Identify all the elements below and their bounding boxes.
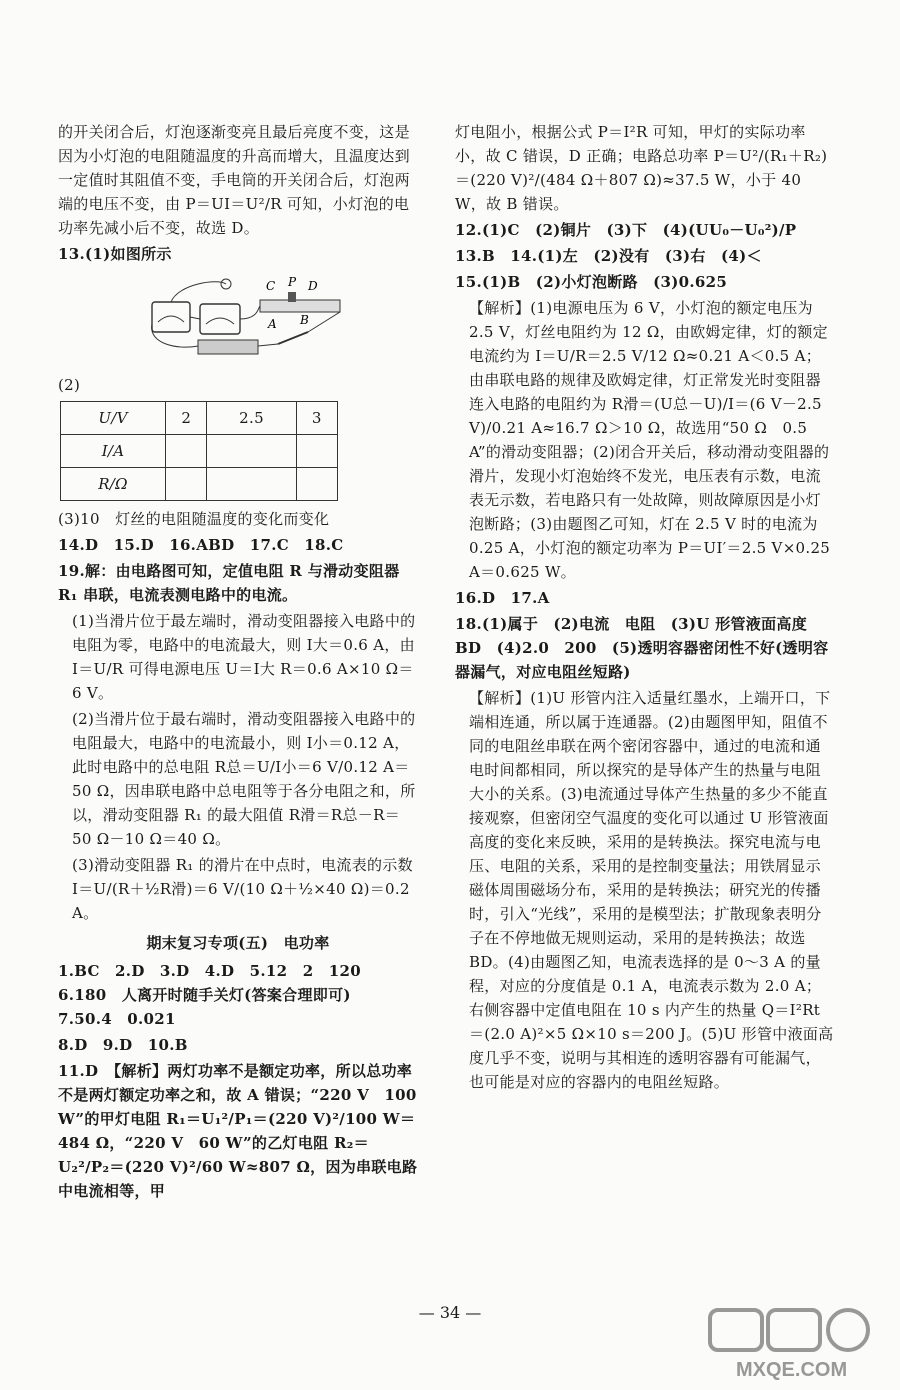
label-b: B <box>300 313 310 327</box>
answer-line: 13.B 14.(1)左 (2)没有 (3)右 (4)＜ <box>455 247 762 265</box>
solution-step: (3)滑动变阻器 R₁ 的滑片在中点时，电流表的示数 I＝U/(R＋½R滑)＝6 V/(10 Ω＋½×40 Ω)＝0.2 A。 <box>72 856 413 922</box>
table-cell <box>296 468 337 501</box>
table-cell: 2 <box>166 402 207 435</box>
right-column <box>455 120 835 1096</box>
label-p: P <box>288 275 297 289</box>
table-row <box>61 402 338 435</box>
table-cell <box>207 468 296 501</box>
watermark-logo <box>706 1306 876 1382</box>
answer-line: 19.解：由电路图可知，定值电阻 R 与滑动变阻器 R₁ 串联，电流表测电路中的电流。 <box>58 562 400 604</box>
page-number: — 34 — <box>418 1303 482 1322</box>
table-cell: 3 <box>296 402 337 435</box>
answer-line: 12.(1)C (2)铜片 (3)下 (4)(UU₀－U₀²)/P <box>455 221 797 239</box>
answer-line: 11.D 【解析】两灯功率不是额定功率，所以总功率不是两灯额定功率之和，故 A 错误；“220 V 100 W”的甲灯电阻 R₁＝U₁²/P₁＝(220 V)²/100 W＝484 Ω，“220 V 60 W”的乙灯电阻 R₂＝U₂²/P₂＝(220 V)²/60 W≈807 Ω，因为串联电路中电流相等，甲 <box>58 1062 418 1200</box>
answer-line: 14.D 15.D 16.ABD 17.C 18.C <box>58 536 344 554</box>
table-cell: I/A <box>61 435 166 468</box>
circuit-diagram <box>148 274 348 360</box>
answer-line: 8.D 9.D 10.B <box>58 1036 188 1054</box>
label-d: D <box>308 279 318 293</box>
answer-line: 15.(1)B (2)小灯泡断路 (3)0.625 <box>455 273 728 291</box>
section-title: 期末复习专项(五) 电功率 <box>146 934 330 952</box>
table-cell: 2.5 <box>207 402 296 435</box>
left-column <box>58 120 418 1205</box>
table-cell: R/Ω <box>61 468 166 501</box>
answer-line: 18.(1)属于 (2)电流 电阻 (3)U 形管液面高度 BD (4)2.0 200 (5)透明容器密闭性不好(透明容器漏气，对应电阻丝短路) <box>455 615 829 681</box>
label-a: A <box>268 317 277 331</box>
data-table <box>60 401 338 501</box>
table-row <box>61 468 338 501</box>
paragraph: (2) <box>58 376 81 394</box>
watermark-text: MXQE.COM <box>736 1359 848 1381</box>
table-cell <box>166 468 207 501</box>
paragraph: 的开关闭合后，灯泡逐渐变亮且最后亮度不变，这是因为小灯泡的电阻随温度的升高而增大，且温度达到一定值时其阻值不变，手电筒的开关闭合后，灯泡两端的电压不变，由 P＝UI＝U²/R 可知，小灯泡的电功率先减小后不变，故选 D。 <box>58 123 410 237</box>
answer-line: 13.(1)如图所示 <box>58 245 172 263</box>
analysis: 【解析】(1)电源电压为 6 V，小灯泡的额定电压为 2.5 V，灯丝电阻约为 12 Ω，由欧姆定律，灯的额定电流约为 I＝U/R＝2.5 V/12 Ω≈0.21 A＜0.5 A；由串联电路的规律及欧姆定律，灯正常发光时变阻器连入电路的电阻约为 R滑＝(U总－U)/I＝(6 V－2.5 V)/0.21 A≈16.7 Ω＞10 Ω，故选用“50 Ω 0.5 A”的滑动变阻器；(2)闭合开关后，移动滑动变阻器的滑片，发现小灯泡始终不发光，电压表有示数，电流表无示数，若电路只有一处故障，则故障原因是小灯泡断路；(3)由题图乙可知，灯在 2.5 V 时的电流为 0.25 A，小灯泡的额定功率为 P＝UI′＝2.5 V×0.25 A＝0.625 W。 <box>469 299 831 581</box>
solution-step: (2)当滑片位于最右端时，滑动变阻器接入电路中的电阻最大，电路中的电流最小，则 I小＝0.12 A，此时电路中的总电阻 R总＝U/I小＝6 V/0.12 A＝50 Ω，因串联电路中总电阻等于各分电阻之和，所以，滑动变阻器 R₁ 的最大阻值 R滑＝R总－R＝50 Ω－10 Ω＝40 Ω。 <box>72 710 416 848</box>
table-cell <box>166 435 207 468</box>
paragraph: 灯电阻小，根据公式 P＝I²R 可知，甲灯的实际功率小，故 C 错误，D 正确；电路总功率 P＝U²/(R₁＋R₂)＝(220 V)²/(484 Ω＋807 Ω)≈37.5 W，小于 40 W，故 B 错误。 <box>455 123 828 213</box>
table-cell: U/V <box>61 402 166 435</box>
table-cell <box>207 435 296 468</box>
table-cell <box>296 435 337 468</box>
answer-line: 16.D 17.A <box>455 589 550 607</box>
label-c: C <box>266 279 276 293</box>
paragraph: (3)10 灯丝的电阻随温度的变化而变化 <box>58 510 330 528</box>
solution-step: (1)当滑片位于最左端时，滑动变阻器接入电路中的电阻为零，电路中的电流最大，则 I大＝0.6 A，由 I＝U/R 可得电源电压 U＝I大 R＝0.6 A×10 Ω＝6 V。 <box>72 612 416 702</box>
table-row <box>61 435 338 468</box>
answer-line: 1.BC 2.D 3.D 4.D 5.12 2 120 6.180 人离开时随手关灯(答案合理即可) 7.50.4 0.021 <box>58 962 377 1028</box>
analysis: 【解析】(1)U 形管内注入适量红墨水，上端开口，下端相连通，所以属于连通器。(2)由题图甲知，阻值不同的电阻丝串联在两个密闭容器中，通过的电流和通电时间都相同，所以探究的是导体产生的热量与电阻大小的关系。(3)电流通过导体产生热量的多少不能直接观察，但密闭空气温度的变化可以通过 U 形管液面高度的变化来反映，采用的是转换法。探究电流与电压、电阻的关系，采用的是控制变量法；用铁屑显示磁体周围磁场分布，采用的是转换法；研究光的传播时，引入“光线”，采用的是模型法；扩散现象表明分子在不停地做无规则运动，采用的是转换法；故选 BD。(4)由题图乙知，电流表选择的是 0～3 A 的量程，对应的分度值是 0.1 A，电流表示数为 2.0 A；右侧容器中定值电阻在 10 s 内产生的热量 Q＝I²Rt＝(2.0 A)²×5 Ω×10 s＝200 J。(5)U 形管中液面高度几乎不变，说明与其相连的透明容器有可能漏气，也可能是对应的容器内的电阻丝短路。 <box>469 689 834 1091</box>
